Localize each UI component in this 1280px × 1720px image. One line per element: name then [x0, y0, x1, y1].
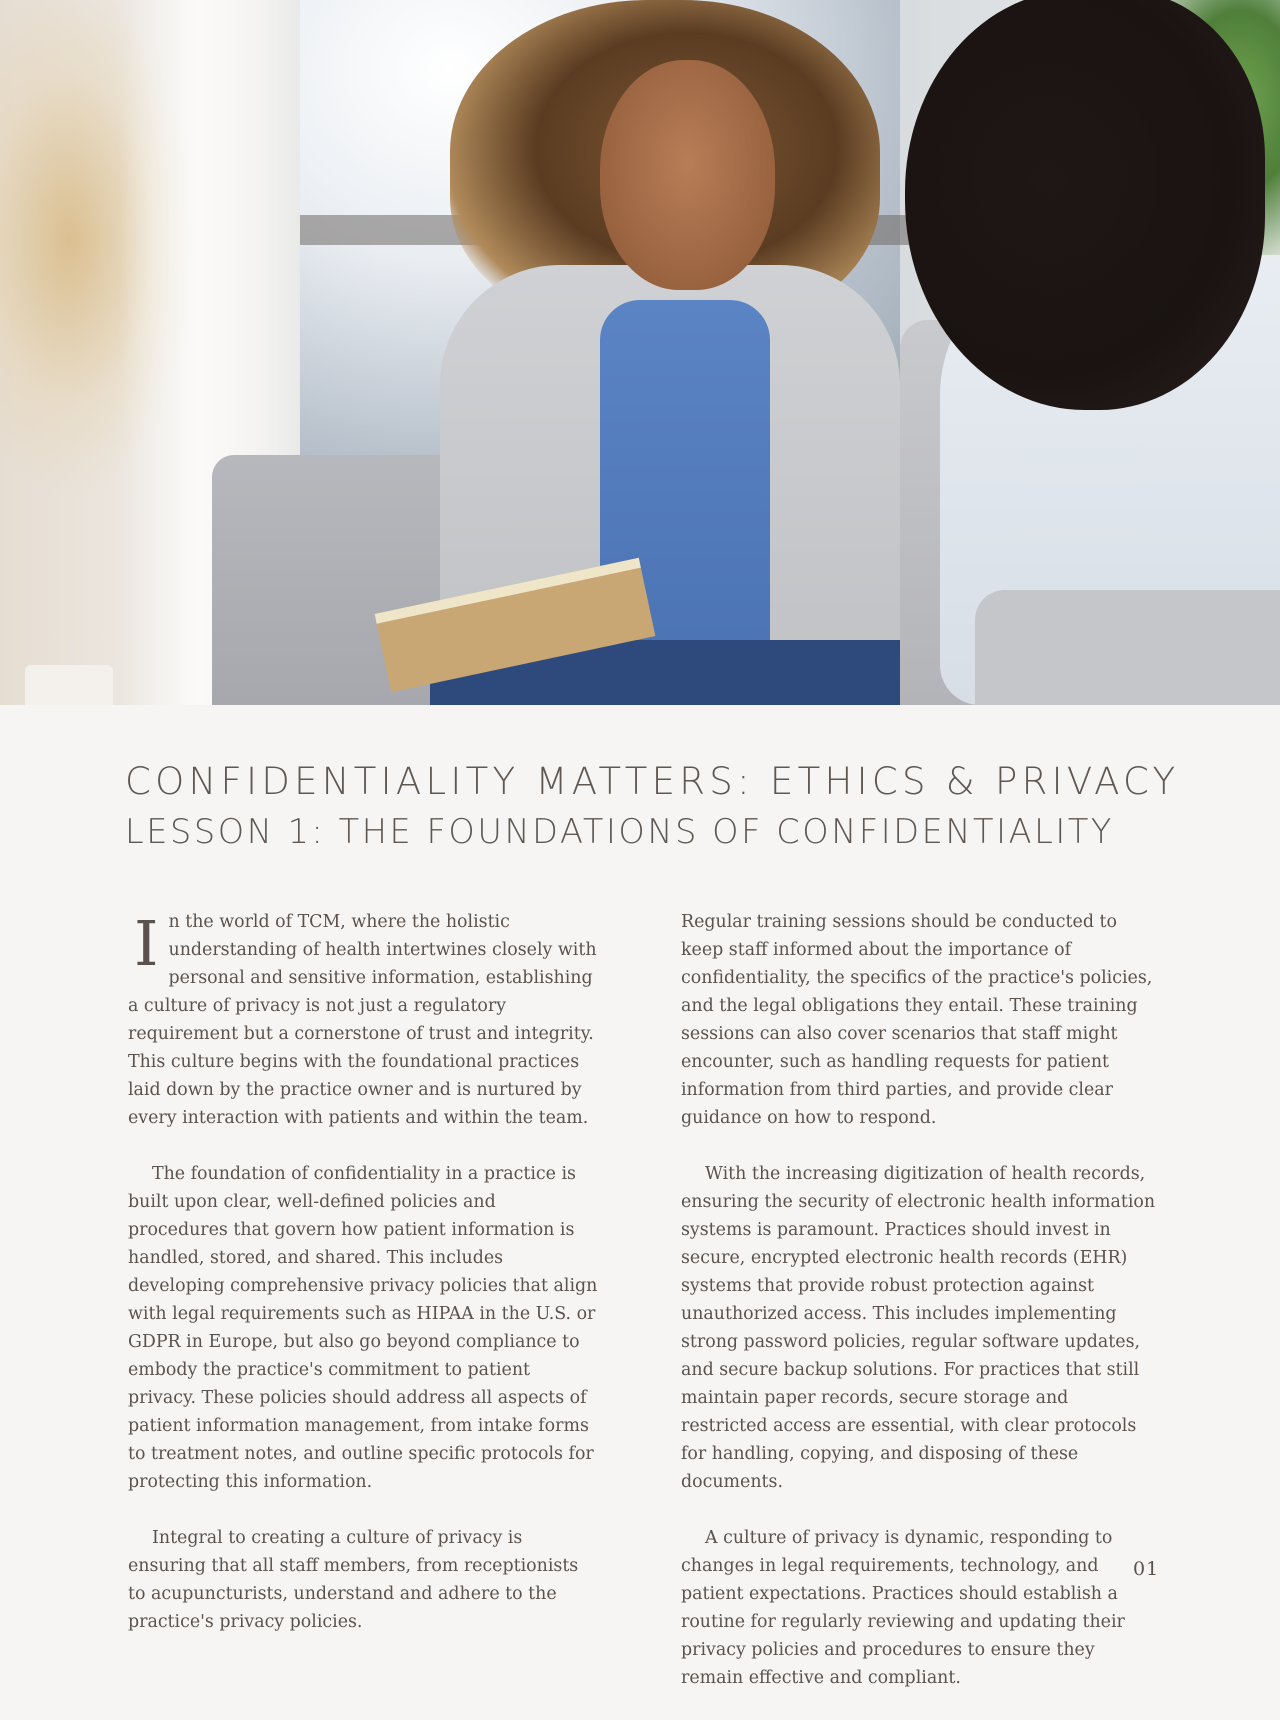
paragraph: Integral to creating a culture of privacy is ensuring that all staff members, from receptionists to acupuncturists, understand and adhere to the practice's privacy policies. [128, 1528, 579, 1632]
photo-patient-hair [905, 0, 1265, 410]
paragraph: The foundation of confidentiality in a practice is built upon clear, well-defined policies and procedures that govern how patient information is handled, stored, and shared. This includes developing comprehensive privacy policies that align with legal requirements such as HIPAA in the U.S. or GDPR in Europe, but also go beyond compliance to embody the practice's commitment to patient privacy. These policies should address all aspects of patient information management, from intake forms to treatment notes, and outline specific protocols for protecting this information. [128, 1164, 598, 1492]
paragraph: Regular training sessions should be conducted to keep staff informed about the importance of confidentiality, the specifics of the practice's policies, and the legal obligations they entail. These training sessions can also cover scenarios that staff might encounter, such as handling requests for patient information from third parties, and provide clear guidance on how to respond. [681, 912, 1153, 1128]
photo-candle [25, 665, 113, 705]
right-text-column [681, 908, 1156, 1720]
hero-photo [0, 0, 1280, 705]
page-subtitle: LESSON 1: THE FOUNDATIONS OF CONFIDENTIALITY [125, 812, 1114, 851]
left-text-column [128, 908, 598, 1664]
photo-sofa-arm [975, 590, 1280, 705]
paragraph [128, 908, 598, 1132]
paragraph: With the increasing digitization of health records, ensuring the security of electronic health information systems is paramount. Practices should invest in secure, encrypted electronic health records (EHR) systems that provide robust protection against unauthorized access. This includes implementing strong password policies, regular software updates, and secure backup solutions. For practices that still maintain paper records, secure storage and restricted access are essential, with clear protocols for handling, copying, and disposing of these documents. [681, 1164, 1156, 1492]
drop-cap: I [134, 907, 159, 980]
page-title: CONFIDENTIALITY MATTERS: ETHICS & PRIVACY [125, 760, 1180, 803]
paragraph: A culture of privacy is dynamic, responding to changes in legal requirements, technology, and patient expectations. Practices should establish a routine for regularly reviewing and updating their privacy policies and procedures to ensure they remain effective and compliant. [681, 1528, 1125, 1688]
photo-practitioner-face [600, 60, 775, 290]
page-number: 01 [1133, 1558, 1160, 1580]
paragraph-text: n the world of TCM, where the holistic understanding of health intertwines closely with personal and sensitive information, establishing a culture of privacy is not just a regulatory requirement but a cornerstone of trust and integrity. This culture begins with the foundational practices laid down by the practice owner and is nurtured by every interaction with patients and within the team. [128, 912, 597, 1128]
